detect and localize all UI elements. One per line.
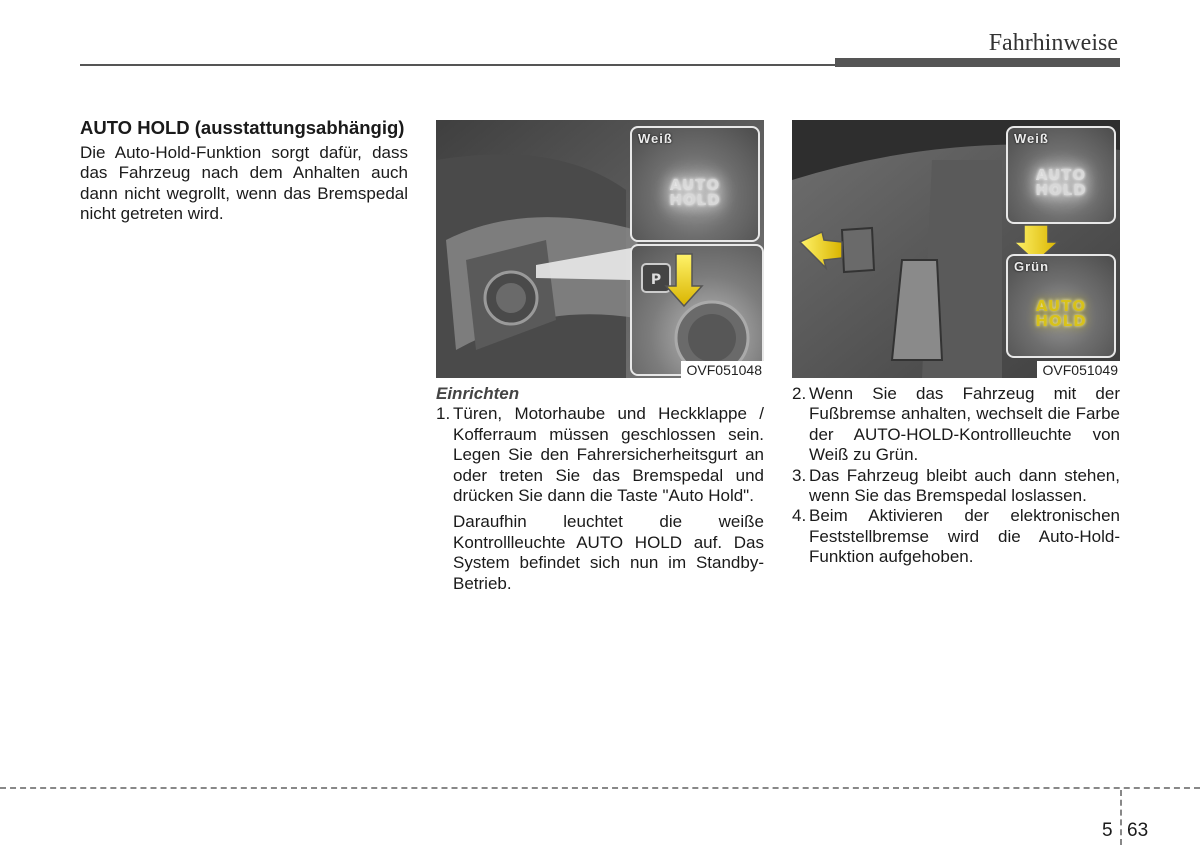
figure-code: OVF051049 — [1037, 361, 1121, 378]
button-closeup-inset — [630, 244, 764, 376]
footer-divider — [1120, 790, 1122, 845]
page-number: 63 — [1127, 820, 1149, 841]
indicator-inset-white — [1006, 126, 1116, 224]
footer-rule — [0, 787, 1200, 789]
figure-code: OVF051048 — [681, 361, 765, 378]
list-item — [792, 466, 1120, 507]
setup-steps — [436, 404, 764, 594]
indicator-inset-white — [630, 126, 760, 242]
step-text: Beim Aktivieren der elektronischen Feststellbremse wird die Auto-Hold-Funktion aufgehoben. — [809, 506, 1120, 567]
step-note: Daraufhin leuchtet die weiße Kontrollleuchte AUTO HOLD auf. Das System befindet sich nun im Standby-Betrieb. — [453, 512, 764, 593]
step-number: 4. — [792, 506, 807, 526]
intro-paragraph: Die Auto-Hold-Funktion sorgt dafür, dass das Fahrzeug nach dem Anhalten auch dann nicht wegrollt, wenn das Bremspedal nicht getreten wird. — [80, 143, 408, 224]
setup-steps-continued — [792, 384, 1120, 568]
step-text: Türen, Motorhaube und Heckklappe / Kofferraum müssen geschlossen sein. Legen Sie den Fahrersicherheitsgurt an oder treten Sie das Bremspedal und drücken Sie dann die Taste "Auto Hold". — [453, 404, 764, 506]
auto-hold-indicator: AUTO HOLD — [1035, 165, 1087, 199]
step-number: 3. — [792, 465, 807, 485]
auto-hold-indicator: AUTO HOLD — [669, 175, 721, 209]
list-item — [436, 404, 764, 594]
indicator-inset-green — [1006, 254, 1116, 358]
header-rule-accent — [835, 58, 1120, 67]
setup-column-left — [436, 384, 764, 594]
step-number: 2. — [792, 384, 807, 403]
chapter-number: 5 — [1102, 820, 1113, 841]
inset-label: Weiß — [638, 131, 673, 146]
button-closeup — [632, 246, 762, 374]
auto-hold-indicator: AUTO HOLD — [1035, 297, 1087, 330]
setup-subheading: Einrichten — [436, 384, 520, 403]
list-item — [792, 384, 1120, 466]
intro-column — [80, 117, 408, 225]
inset-label: Grün — [1014, 259, 1050, 274]
setup-column-right — [792, 384, 1120, 568]
page-header-title: Fahrhinweise — [988, 30, 1118, 56]
svg-text:P: P — [650, 272, 662, 288]
figure-console-button — [436, 120, 764, 378]
header-rule — [80, 64, 840, 66]
section-title: AUTO HOLD (ausstattungsabhängig) — [80, 117, 405, 138]
step-text: Das Fahrzeug bleibt auch dann stehen, wenn Sie das Bremspedal loslassen. — [809, 465, 1120, 506]
figure-brake-pedal — [792, 120, 1120, 378]
inset-label: Weiß — [1014, 131, 1049, 146]
step-text: Wenn Sie das Fahrzeug mit der Fußbremse anhalten, wechselt die Farbe der AUTO-HOLD-Kontrollleuchte von Weiß zu Grün. — [809, 384, 1120, 465]
step-number: 1. — [436, 404, 451, 424]
list-item — [792, 506, 1120, 567]
